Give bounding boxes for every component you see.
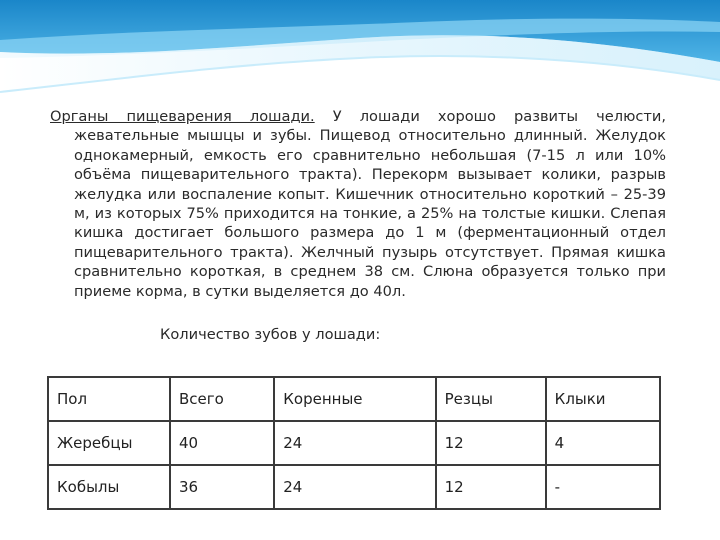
- header-cell: Коренные: [274, 377, 435, 421]
- table-cell: Кобылы: [48, 465, 170, 509]
- table-cell: 36: [170, 465, 274, 509]
- table-cell: 40: [170, 421, 274, 465]
- header-cell: Пол: [48, 377, 170, 421]
- teeth-table: [47, 376, 661, 510]
- table-cell: Жеребцы: [48, 421, 170, 465]
- header-cell: Всего: [170, 377, 274, 421]
- table-cell: 24: [274, 465, 435, 509]
- table-cell: 12: [436, 421, 546, 465]
- header-cell: Резцы: [436, 377, 546, 421]
- paragraph-lead: Органы пищеварения лошади.: [50, 108, 315, 125]
- digestion-paragraph: [50, 107, 666, 301]
- table-row: [48, 421, 660, 465]
- header-cell: Клыки: [546, 377, 660, 421]
- table-cell: 4: [546, 421, 660, 465]
- table-row: [48, 465, 660, 509]
- paragraph-body: У лошади хорошо развиты челюсти, жевательные мышцы и зубы. Пищевод относительно длинный. Желудок однокамерный, емкость его сравнительно небольшая (7-15 л или 10% объёма пищеварительного тракта). Перекорм вызывает колики, разрыв желудка или воспаление копыт. Кишечник относительно короткий – 25-39 м, из которых 75% приходится на тонкие, а 25% на толстые кишки. Слепая кишка достигает большого размера до 1 м (ферментационный отдел пищеварительного тракта). Желчный пузырь отсутствует. Прямая кишка сравнительно короткая, в среднем 38 см. Слюна образуется только при приеме корма, в сутки выделяется до 40л.: [74, 108, 666, 300]
- wave-banner: [0, 0, 720, 110]
- table-cell: 24: [274, 421, 435, 465]
- table-header-row: [48, 377, 660, 421]
- table-cell: -: [546, 465, 660, 509]
- table-caption: Количество зубов у лошади:: [160, 326, 381, 343]
- table-cell: 12: [436, 465, 546, 509]
